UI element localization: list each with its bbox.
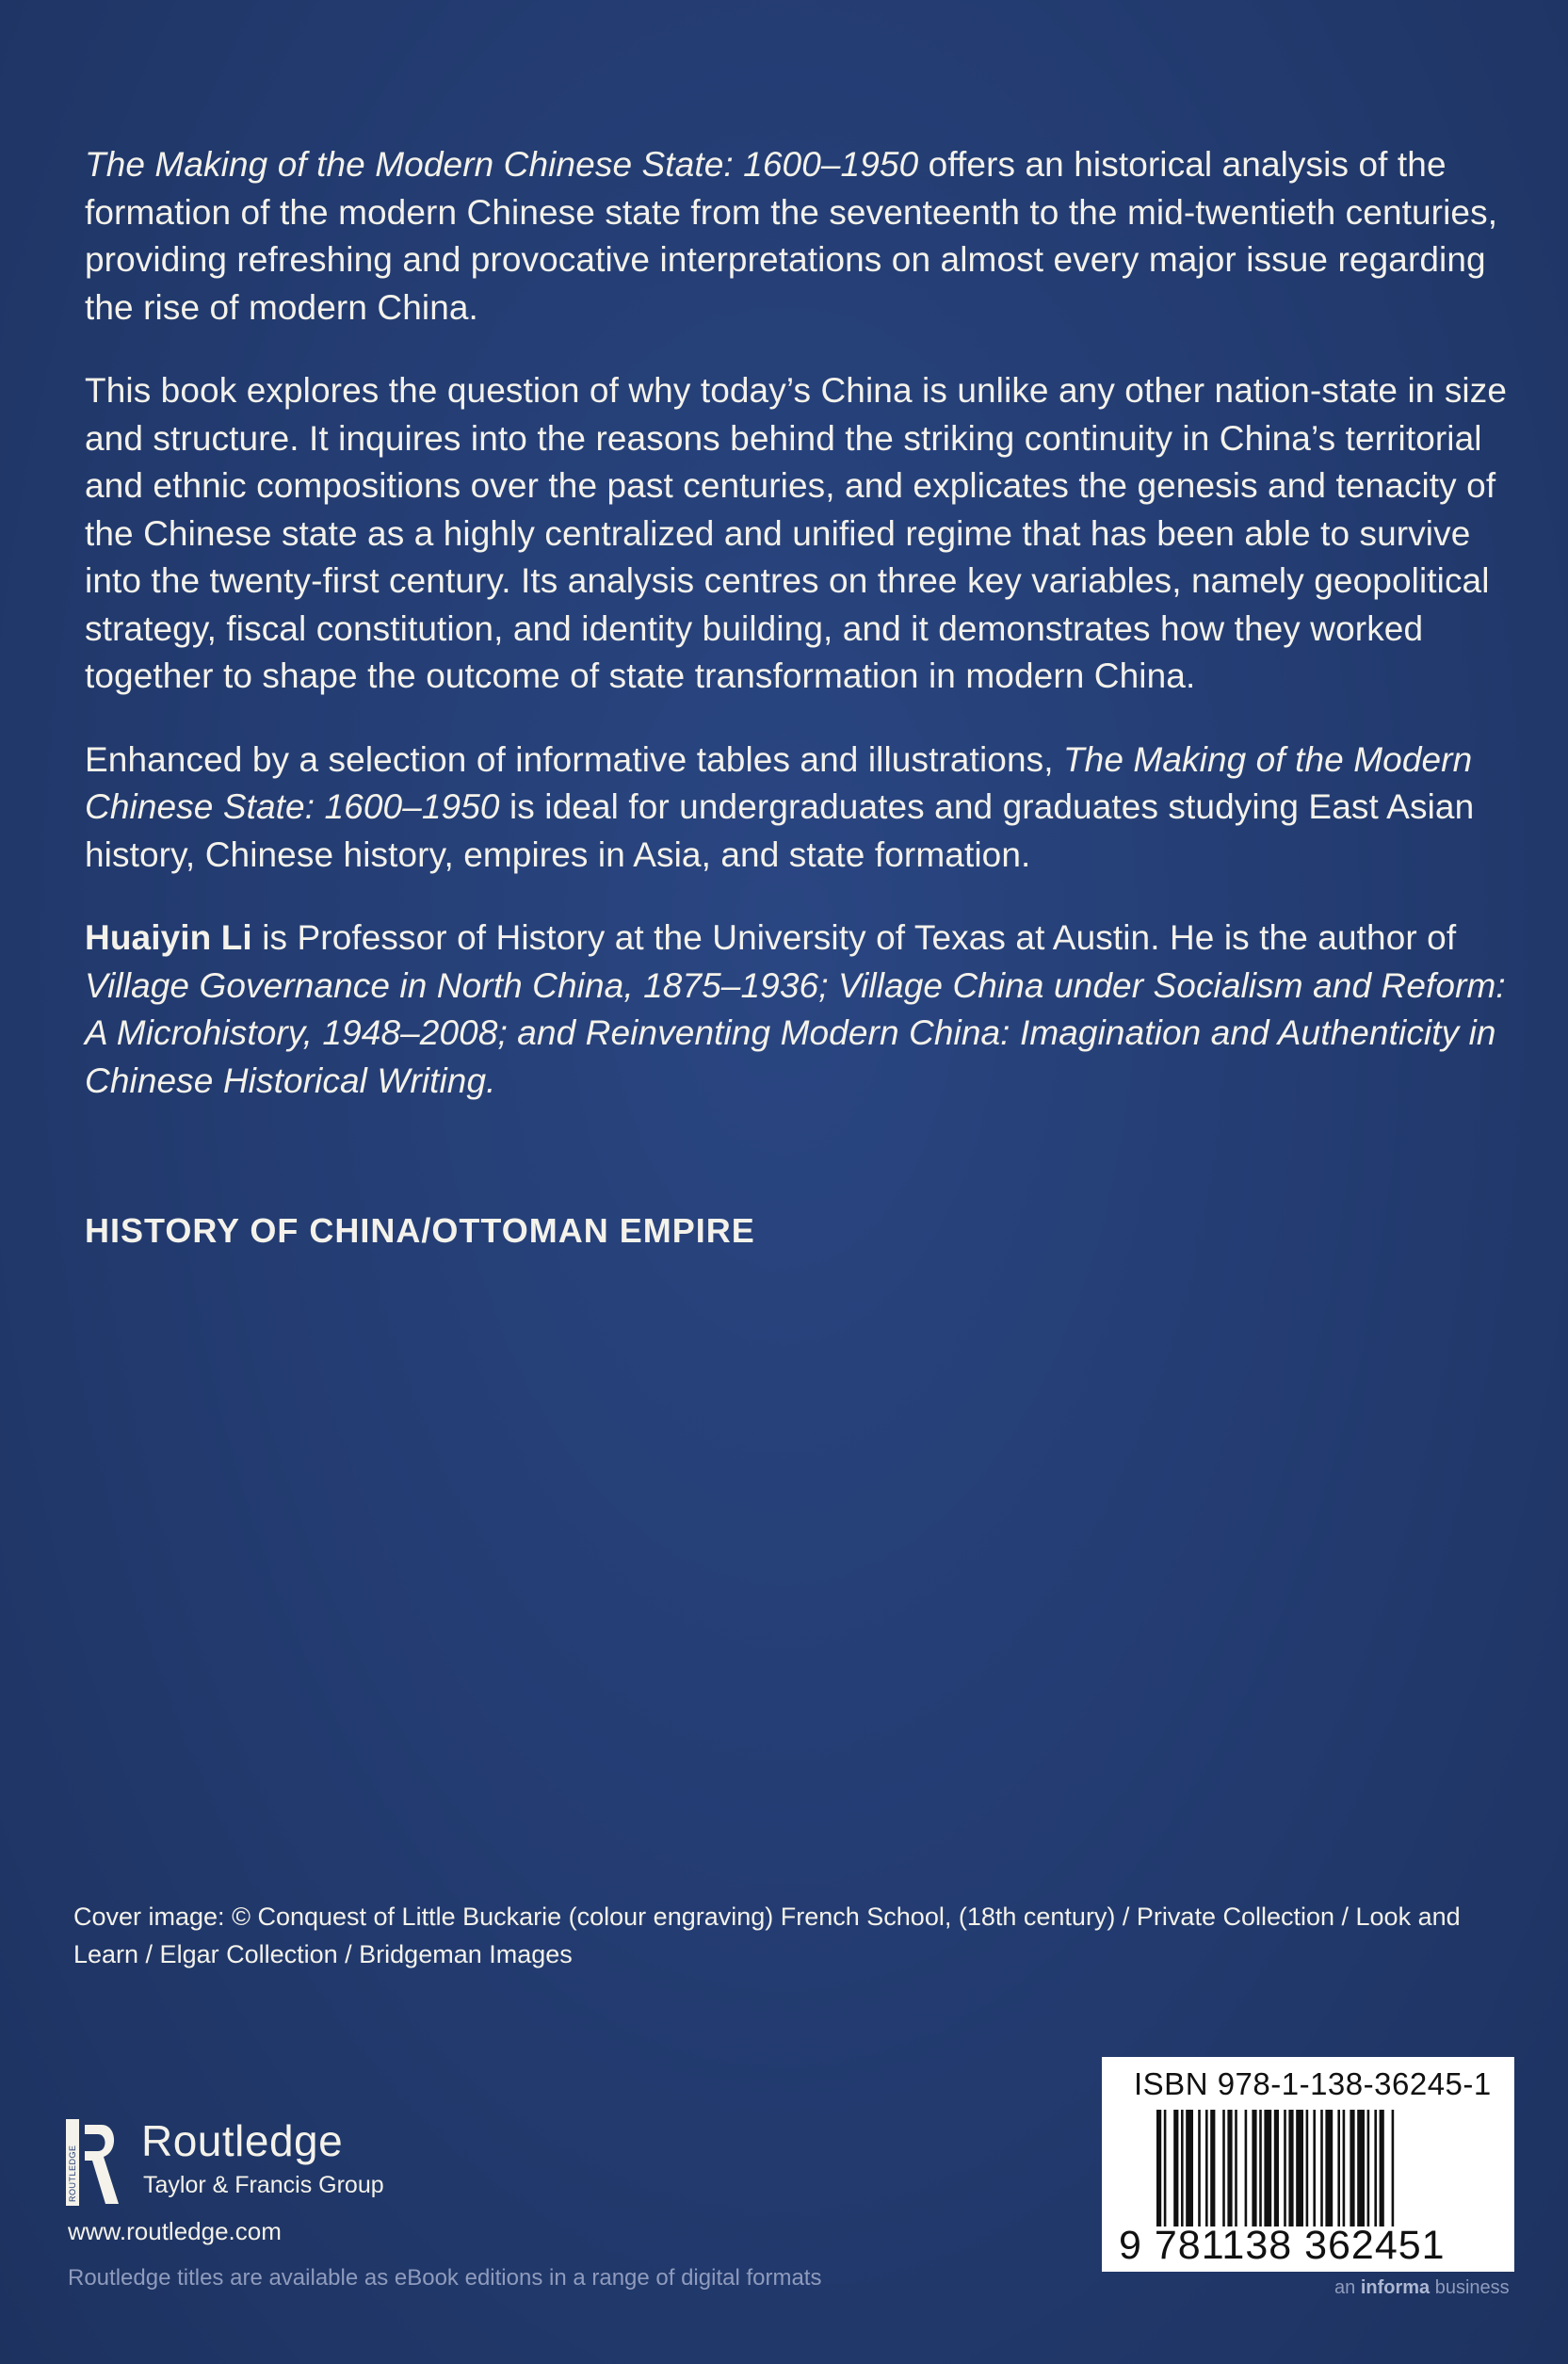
barcode-bar: [1337, 2110, 1340, 2226]
barcode-bar: [1227, 2110, 1232, 2226]
cover-image-credit: Cover image: © Conquest of Little Buckarie (colour engraving) French School, (18th century) / Private Collection / Look and Learn / Elgar Collection / Bridgeman Images: [73, 1903, 1461, 1968]
ebook-note: Routledge titles are available as eBook editions in a range of digital formats: [68, 2265, 822, 2291]
publisher-group: Taylor & Francis Group: [143, 2172, 384, 2198]
barcode-bar: [1252, 2110, 1256, 2226]
author-bio: Huaiyin Li is Professor of History at the University of Texas at Austin. He is the author of Village Governance in North China, 1875–1936; Village China under Socialism and Reform: A Microhistory, 1948–2008; and Reinventing Modern China: Imagination and Authenticity in Chinese Historical Writing.: [85, 918, 1506, 1100]
blurb-paragraph-1: The Making of the Modern Chinese State: 1600–1950 offers an historical analysis of the formation of the modern Chinese state from the seventeenth to the mid-twentieth centuries, providing refreshing and provocative interpretations on almost every major issue regarding the rise of modern China.: [85, 145, 1498, 327]
barcode-bar: [1343, 2110, 1346, 2226]
author-name: Huaiyin Li: [85, 918, 252, 957]
barcode-bar: [1306, 2110, 1309, 2226]
back-cover-blurb: [85, 141, 1516, 1141]
author-books: Village Governance in North China, 1875–1936; Village China under Socialism and Reform: A Microhistory, 1948–2008; and Reinventing Modern China: Imagination and Authenticity in Chinese Historical Writing.: [85, 965, 1506, 1100]
barcode-bar: [1313, 2110, 1316, 2226]
isbn-label: ISBN 978-1-138-36245-1: [1134, 2066, 1492, 2101]
informa-brand: informa: [1360, 2277, 1431, 2298]
barcode-bar: [1380, 2110, 1384, 2226]
barcode-bar: [1296, 2110, 1303, 2226]
barcode-bar: [1274, 2110, 1279, 2226]
barcode-bar: [1392, 2110, 1395, 2226]
barcode-bar: [1367, 2110, 1370, 2226]
barcode-bar: [1173, 2110, 1178, 2226]
barcode-number: 9 781138 362451: [1119, 2223, 1446, 2268]
book-title-italic: The Making of the Modern Chinese State: 1600–1950: [85, 145, 919, 184]
informa-business-note: an informa business: [1334, 2277, 1510, 2298]
barcode-bar: [1350, 2110, 1354, 2226]
barcode-bar: [1374, 2110, 1377, 2226]
barcode-bar: [1288, 2110, 1293, 2226]
barcode-bar: [1235, 2110, 1237, 2226]
subject-category: HISTORY OF CHINA/OTTOMAN EMPIRE: [85, 1211, 755, 1250]
barcode-bar: [1164, 2110, 1167, 2226]
barcode-bar: [1186, 2110, 1193, 2226]
publisher-url: www.routledge.com: [68, 2217, 282, 2245]
book-title-italic: The Making of the Modern Chinese State: 1600–1950: [85, 739, 1473, 826]
publisher-name: Routledge: [141, 2116, 344, 2165]
barcode-bar: [1205, 2110, 1208, 2226]
barcode-bar: [1264, 2110, 1271, 2226]
barcode-bar: [1198, 2110, 1201, 2226]
barcode-bar: [1245, 2110, 1248, 2226]
routledge-logo-icon: [66, 2119, 121, 2206]
blurb-paragraph-2: This book explores the question of why today’s China is unlike any other nation-state in size and structure. It inquires into the reasons behind the striking continuity in China’s territorial and ethnic compositions over the past centuries, and explicates the genesis and tenacity of the Chinese state as a highly centralized and unified regime that has been able to survive into the twenty-first century. Its analysis centres on three key variables, namely geopolitical strategy, fiscal constitution, and identity building, and it demonstrates how they worked together to shape the outcome of state transformation in modern China.: [85, 371, 1508, 695]
barcode-bar: [1320, 2110, 1323, 2226]
barcode-bar: [1210, 2110, 1215, 2226]
barcode-bar: [1156, 2110, 1161, 2226]
barcode-bar: [1357, 2110, 1365, 2226]
barcode-bar: [1259, 2110, 1262, 2226]
barcode-bar: [1181, 2110, 1184, 2226]
publisher-logo-block: [66, 2116, 461, 2245]
logo-vertical-text: ROUTLEDGE: [68, 2145, 77, 2202]
blurb-paragraph-3: Enhanced by a selection of informative tables and illustrations, The Making of the Modern Chinese State: 1600–1950 is ideal for undergraduates and graduates studying East Asian history, Chinese history, empires in Asia, and state formation.: [85, 739, 1475, 874]
barcode-bar: [1222, 2110, 1225, 2226]
barcode-bar: [1284, 2110, 1286, 2226]
barcode: [1156, 2110, 1495, 2226]
isbn-barcode-box: [1102, 2057, 1514, 2272]
barcode-bar: [1325, 2110, 1333, 2226]
